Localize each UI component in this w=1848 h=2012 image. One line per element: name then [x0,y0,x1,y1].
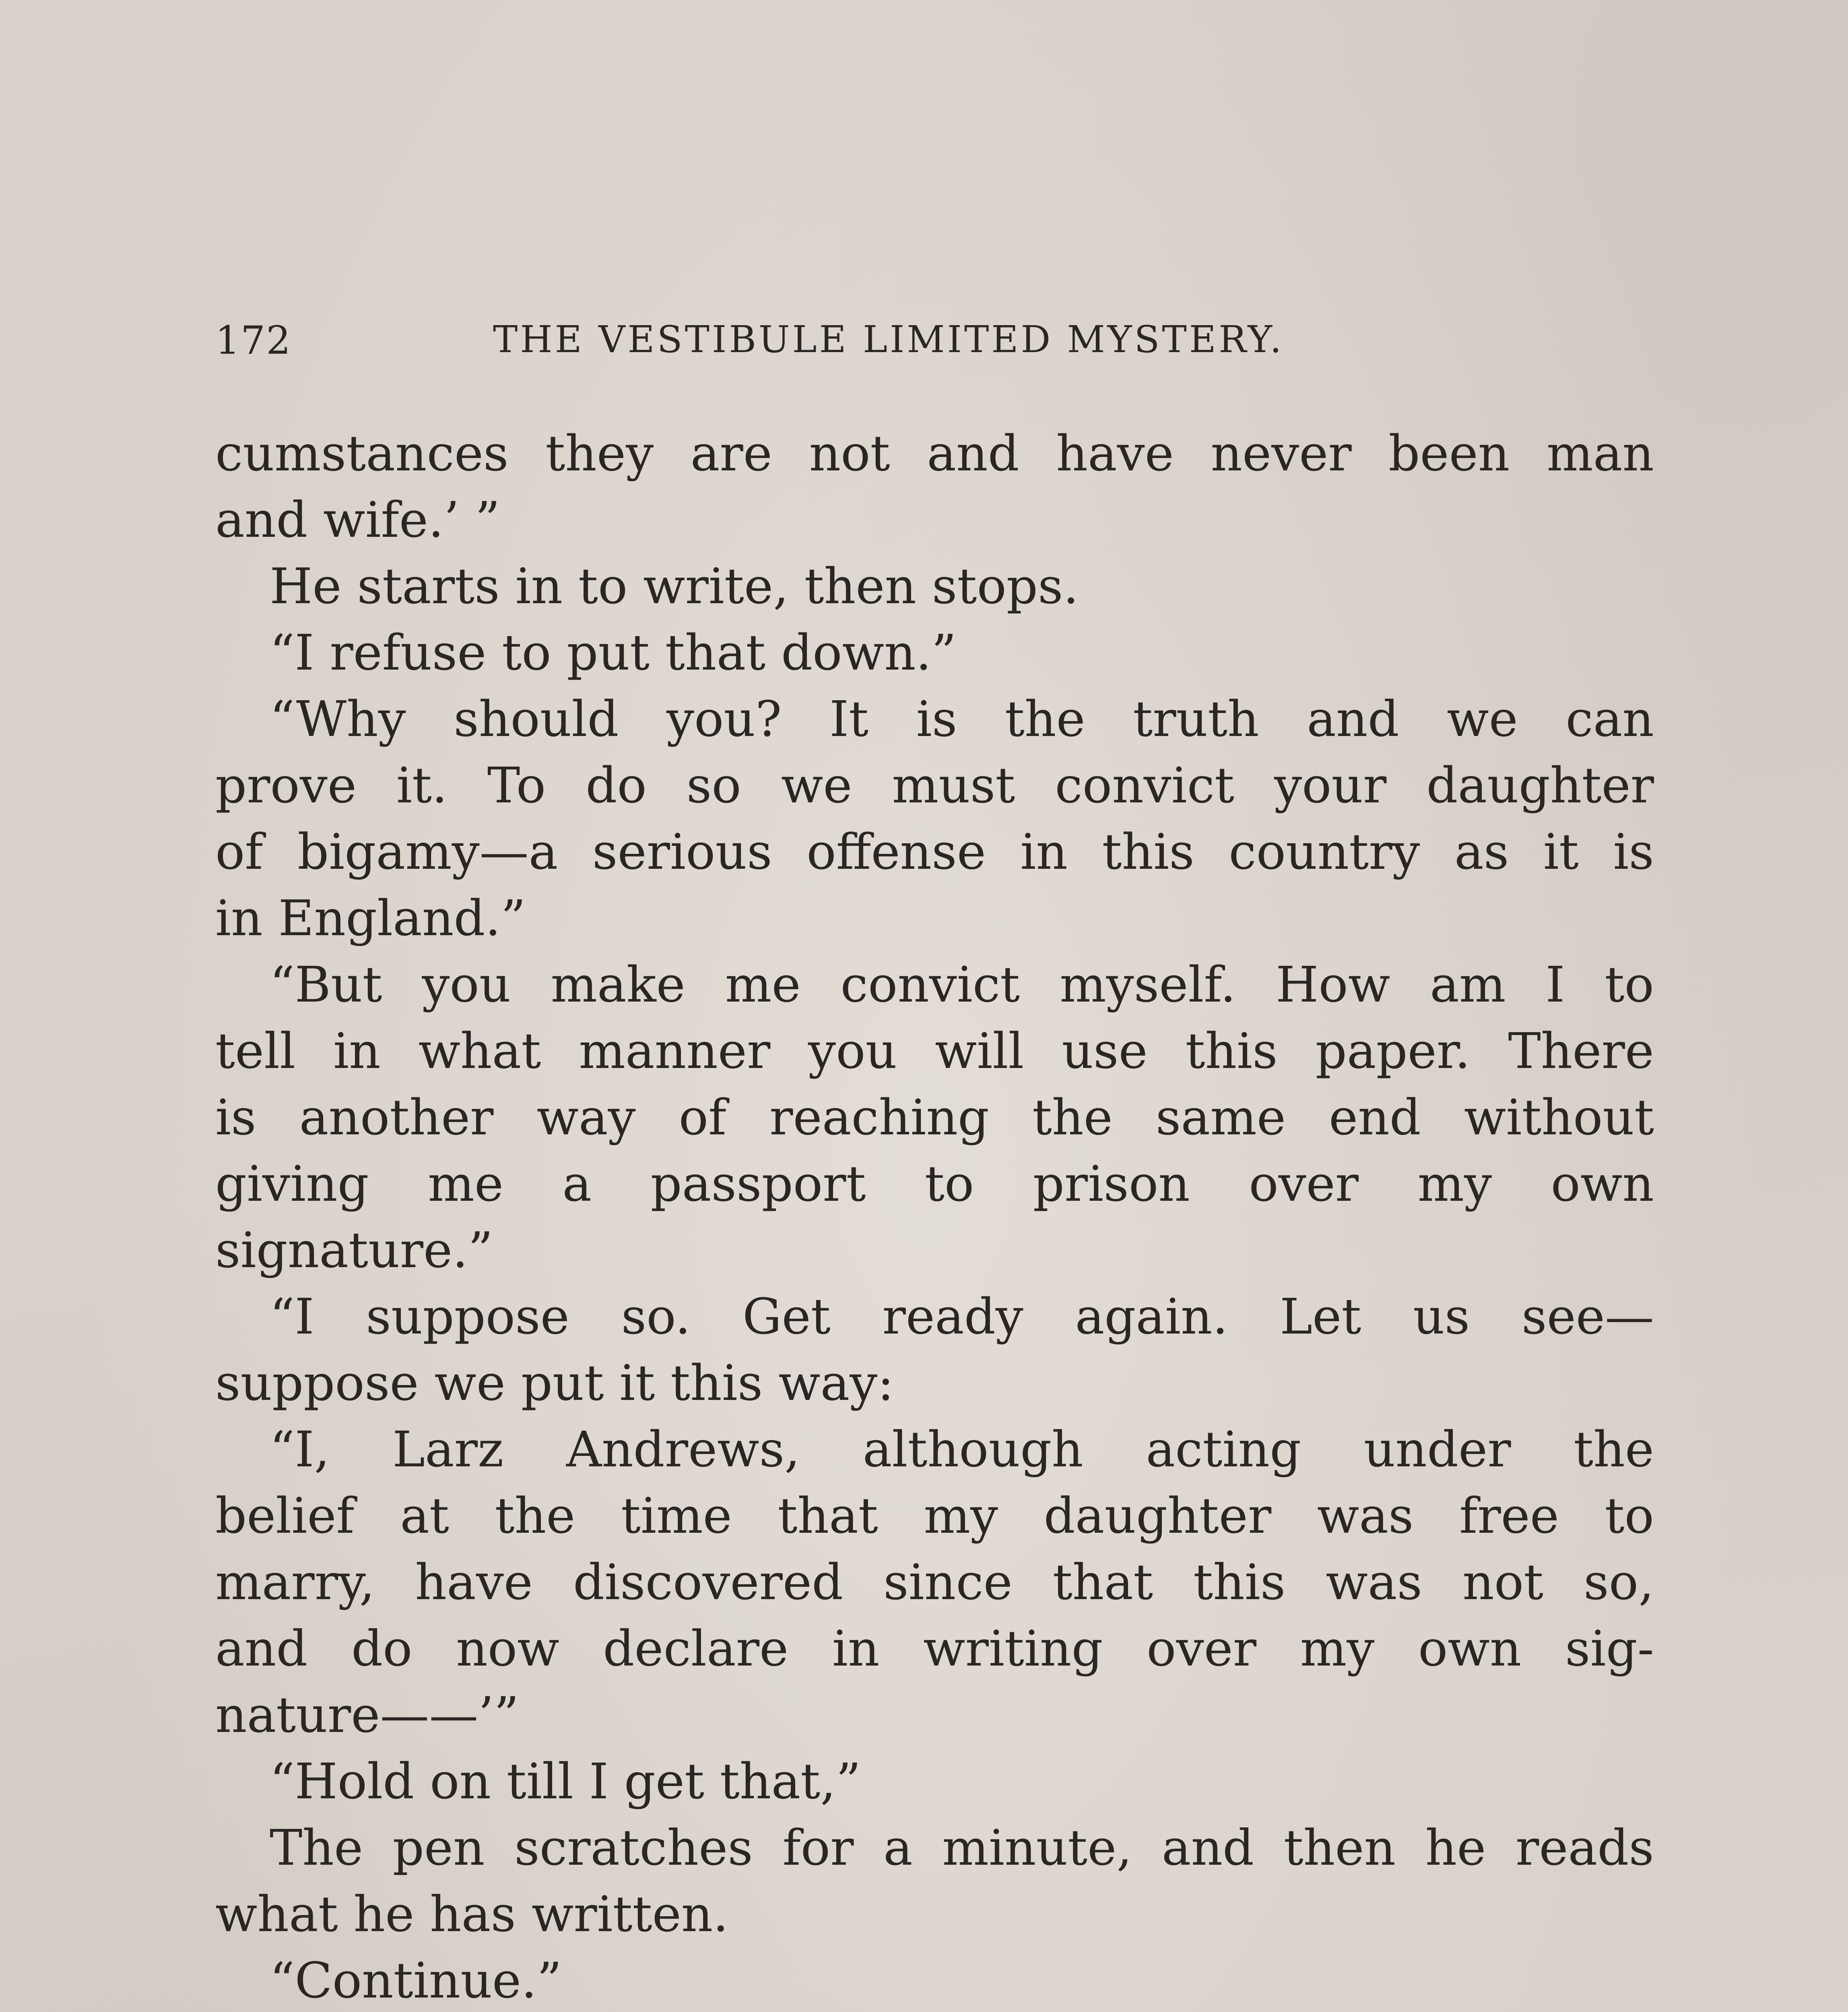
text-line: and wife.’ ” [215,491,500,548]
text-line: “Hold on till I get that,” [270,1753,861,1810]
text-line: “I suppose so. Get ready again. Let us see— [270,1288,1654,1345]
text-line: what he has written. [215,1886,729,1943]
text-line: “Continue.” [270,1952,562,2009]
text-line: “I refuse to put that down.” [270,624,957,681]
text-line: cumstances they are not and have never been man [215,425,1654,482]
running-head [215,310,1658,374]
text-line: belief at the time that my daughter was free to [215,1487,1654,1544]
text-line: The pen scratches for a minute, and then he reads [270,1819,1654,1876]
text-line: is another way of reaching the same end without [215,1089,1654,1146]
text-line: “But you make me convict myself. How am I to [270,956,1654,1013]
text-line: He starts in to write, then stops. [270,558,1079,615]
text-line: “Why should you? It is the truth and we can [270,691,1654,748]
text-line: nature——’” [215,1686,519,1744]
text-line: tell in what manner you will use this paper. There [215,1022,1654,1080]
text-line: signature.” [215,1222,493,1279]
text-line: and do now declare in writing over my own sig- [215,1620,1654,1677]
text-line: prove it. To do so we must convict your daughter [215,757,1654,814]
text-line: of bigamy—a serious offense in this country as it is [215,823,1654,880]
page-number: 172 [215,318,292,363]
running-title: THE VESTIBULE LIMITED MYSTERY. [493,318,1284,361]
body-text [215,421,1654,2012]
text-line: marry, have discovered since that this was not so, [215,1554,1654,1611]
text-line: in England.” [215,890,526,947]
text-line: giving me a passport to prison over my own [215,1155,1654,1212]
text-line: suppose we put it this way: [215,1354,894,1412]
text-line: “I, Larz Andrews, although acting under the [270,1421,1654,1478]
